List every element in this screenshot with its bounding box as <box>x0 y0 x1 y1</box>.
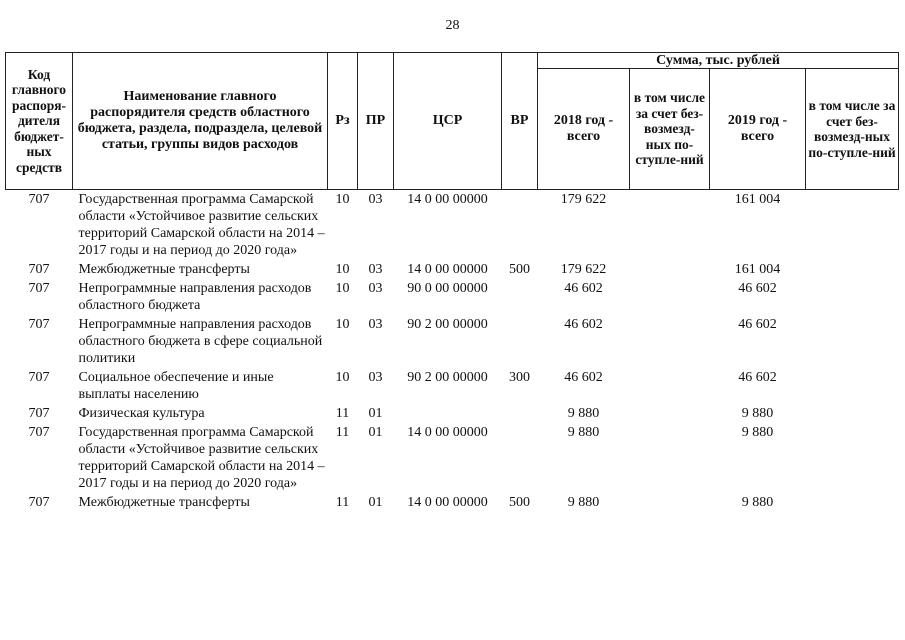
cell-free-2019 <box>806 280 899 316</box>
header-vr: ВР <box>502 53 538 190</box>
cell-free-2018 <box>630 280 710 316</box>
cell-rz: 11 <box>335 406 350 421</box>
cell-free-2019 <box>806 494 899 513</box>
cell-csr: 14 0 00 00000 <box>407 192 488 207</box>
cell-name: Непрограммные направления расходов областного бюджета <box>78 281 312 313</box>
cell-rz: 10 <box>335 281 350 296</box>
table-row <box>6 405 899 424</box>
cell-vr <box>502 280 538 316</box>
cell-total-2018: 9 880 <box>567 495 600 510</box>
cell-name: Непрограммные направления расходов областного бюджета в сфере социальной политики <box>78 317 323 366</box>
header-free-2018: в том числе за счет без-возмезд-ных по-ступле-ний <box>630 69 710 190</box>
cell-total-2018: 9 880 <box>567 425 600 440</box>
cell-code: 707 <box>28 262 50 277</box>
cell-free-2018 <box>630 405 710 424</box>
cell-total-2019: 161 004 <box>734 262 781 277</box>
cell-csr <box>394 405 502 424</box>
header-total-2019: 2019 год - всего <box>710 69 806 190</box>
cell-free-2019 <box>806 316 899 369</box>
cell-code: 707 <box>28 281 50 296</box>
header-csr: ЦСР <box>394 53 502 190</box>
table-row <box>6 280 899 316</box>
cell-name: Государственная программа Самарской области «Устойчивое развитие сельских территорий Самарской области на 2014 – 2017 годы и на период до 2020 года» <box>78 425 325 491</box>
cell-csr: 90 2 00 00000 <box>407 370 488 385</box>
cell-total-2018: 46 602 <box>564 370 603 385</box>
cell-vr <box>502 405 538 424</box>
cell-free-2018 <box>630 494 710 513</box>
header-code: Код главного распоря-дителя бюджет-ных средств <box>6 53 73 190</box>
table-row <box>6 316 899 369</box>
cell-rz: 10 <box>335 370 350 385</box>
cell-vr: 300 <box>509 370 530 385</box>
table-row <box>6 261 899 280</box>
cell-vr: 500 <box>509 262 530 277</box>
cell-total-2018: 46 602 <box>564 317 603 332</box>
cell-pr: 03 <box>368 262 383 277</box>
cell-free-2018 <box>630 190 710 262</box>
cell-name: Физическая культура <box>78 406 205 421</box>
page-number: 28 <box>445 18 460 33</box>
cell-total-2019: 46 602 <box>738 370 777 385</box>
cell-code: 707 <box>28 192 50 207</box>
cell-pr: 01 <box>368 495 383 510</box>
cell-code: 707 <box>28 425 50 440</box>
cell-pr: 01 <box>368 406 383 421</box>
cell-csr: 14 0 00 00000 <box>407 495 488 510</box>
cell-total-2018: 9 880 <box>567 406 600 421</box>
cell-total-2019: 9 880 <box>741 495 774 510</box>
cell-rz: 11 <box>335 425 350 440</box>
cell-free-2018 <box>630 424 710 494</box>
cell-pr: 03 <box>368 281 383 296</box>
header-name: Наименование главного распорядителя средств областного бюджета, раздела, подраздела, целевой статьи, группы видов расходов <box>73 53 328 190</box>
cell-csr: 14 0 00 00000 <box>407 425 488 440</box>
header-rz: Рз <box>328 53 358 190</box>
cell-vr <box>502 424 538 494</box>
table-row <box>6 424 899 494</box>
header-sum-group: Сумма, тыс. рублей <box>538 53 899 69</box>
cell-free-2019 <box>806 405 899 424</box>
cell-csr: 90 0 00 00000 <box>407 281 488 296</box>
cell-vr <box>502 316 538 369</box>
cell-total-2019: 46 602 <box>738 317 777 332</box>
cell-total-2018: 179 622 <box>560 192 607 207</box>
table-body <box>6 190 899 514</box>
table-row <box>6 369 899 405</box>
cell-free-2019 <box>806 424 899 494</box>
cell-vr: 500 <box>509 495 530 510</box>
cell-rz: 10 <box>335 262 350 277</box>
cell-pr: 03 <box>368 192 383 207</box>
cell-name: Межбюджетные трансферты <box>78 262 250 277</box>
header-total-2018: 2018 год - всего <box>538 69 630 190</box>
cell-csr: 14 0 00 00000 <box>407 262 488 277</box>
cell-pr: 03 <box>368 317 383 332</box>
cell-code: 707 <box>28 495 50 510</box>
cell-pr: 03 <box>368 370 383 385</box>
cell-name: Межбюджетные трансферты <box>78 495 250 510</box>
cell-csr: 90 2 00 00000 <box>407 317 488 332</box>
cell-total-2019: 46 602 <box>738 281 777 296</box>
cell-free-2019 <box>806 261 899 280</box>
cell-free-2018 <box>630 369 710 405</box>
table-header <box>6 53 899 190</box>
cell-rz: 10 <box>335 317 350 332</box>
cell-total-2019: 9 880 <box>741 406 774 421</box>
cell-total-2018: 179 622 <box>560 262 607 277</box>
cell-code: 707 <box>28 317 50 332</box>
header-pr: ПР <box>358 53 394 190</box>
cell-free-2018 <box>630 316 710 369</box>
cell-code: 707 <box>28 406 50 421</box>
cell-free-2019 <box>806 190 899 262</box>
cell-rz: 10 <box>335 192 350 207</box>
cell-total-2018: 46 602 <box>564 281 603 296</box>
cell-code: 707 <box>28 370 50 385</box>
cell-rz: 11 <box>335 495 350 510</box>
cell-pr: 01 <box>368 425 383 440</box>
cell-name: Социальное обеспечение и иные выплаты населению <box>78 370 274 402</box>
header-free-2019: в том числе за счет без-возмезд-ных по-ступле-ний <box>806 69 899 190</box>
cell-name: Государственная программа Самарской области «Устойчивое развитие сельских территорий Самарской области на 2014 – 2017 годы и на период до 2020 года» <box>78 192 325 258</box>
table-row <box>6 494 899 513</box>
budget-table <box>5 52 899 513</box>
table-row <box>6 190 899 262</box>
cell-free-2018 <box>630 261 710 280</box>
cell-vr <box>502 190 538 262</box>
cell-total-2019: 161 004 <box>734 192 781 207</box>
cell-total-2019: 9 880 <box>741 425 774 440</box>
cell-free-2019 <box>806 369 899 405</box>
